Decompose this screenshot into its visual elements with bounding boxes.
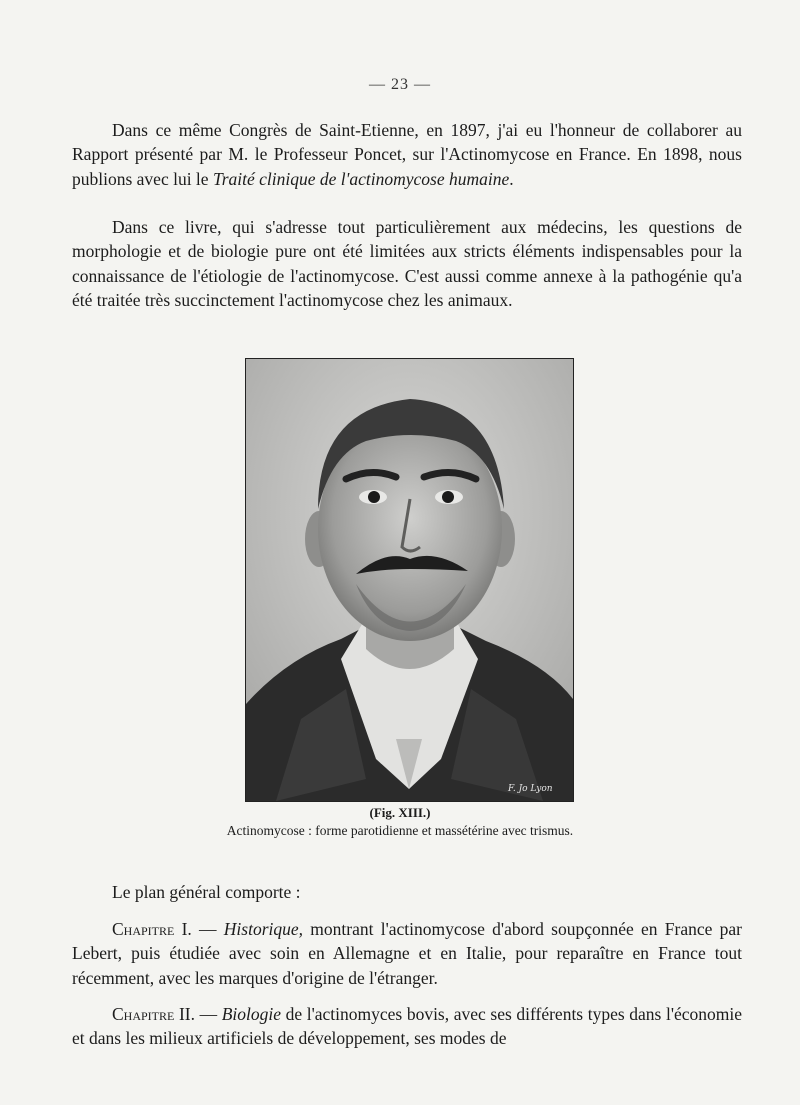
paragraph-2-text: Dans ce livre, qui s'adresse tout particulièrement aux médecins, les questions de morphologie et de biologie pure ont été limitées aux stricts éléments indispensables pour la connaissance de l'étiologie de l'actinomycose. C'est aussi comme annexe à la pathogénie qu'a été traitée très succinctement l'actinomycose chez les animaux.	[72, 217, 742, 310]
indent	[72, 919, 112, 939]
paragraph-1	[72, 118, 742, 191]
plan-intro: Le plan général comporte :	[112, 882, 301, 902]
paragraph-1-text-a: Dans ce même Congrès de Saint-Etienne, en 1897, j'ai eu l'honneur de collaborer au Rapport présenté par M. le Professeur Poncet, sur l'Actinomycose en France. En 1898, nous publions avec lui le	[72, 120, 742, 189]
figure-label: (Fig. XIII.)	[369, 805, 431, 820]
chapter-1-label: Chapitre I. —	[112, 919, 224, 939]
page-number: — 23 —	[369, 76, 431, 93]
portrait-photograph	[245, 358, 574, 802]
indent	[72, 120, 112, 140]
figure-caption: Actinomycose : forme parotidienne et massétérine avec trismus.	[226, 823, 574, 838]
portrait-illustration	[246, 359, 573, 801]
chapter-1-title: Historique,	[223, 919, 304, 939]
paragraph-1-text-b: .	[509, 168, 514, 189]
paragraph-2	[72, 215, 742, 312]
chapter-1-paragraph	[72, 917, 742, 990]
chapter-2-paragraph	[72, 1002, 742, 1051]
chapter-2-label: Chapitre II. —	[112, 1004, 222, 1024]
indent	[72, 1004, 112, 1024]
indent	[72, 217, 112, 237]
chapter-2-text: de l'actinomyces bovis, avec ses différents types dans l'économie et dans les milieux artificiels de développement, ses modes de	[72, 1004, 743, 1049]
chapter-2-title: Biologie	[221, 1004, 281, 1024]
photo-signature: F. Jo Lyon	[508, 784, 553, 794]
chapter-1-text: montrant l'actinomycose d'abord soupçonnée en France par Lebert, puis étudiée avec soin en Allemagne et en Italie, pour reparaître en France tout récemment, avec les marques d'origine de l'étranger.	[72, 919, 742, 988]
book-title: Traité clinique de l'actinomycose humaine	[212, 168, 510, 189]
